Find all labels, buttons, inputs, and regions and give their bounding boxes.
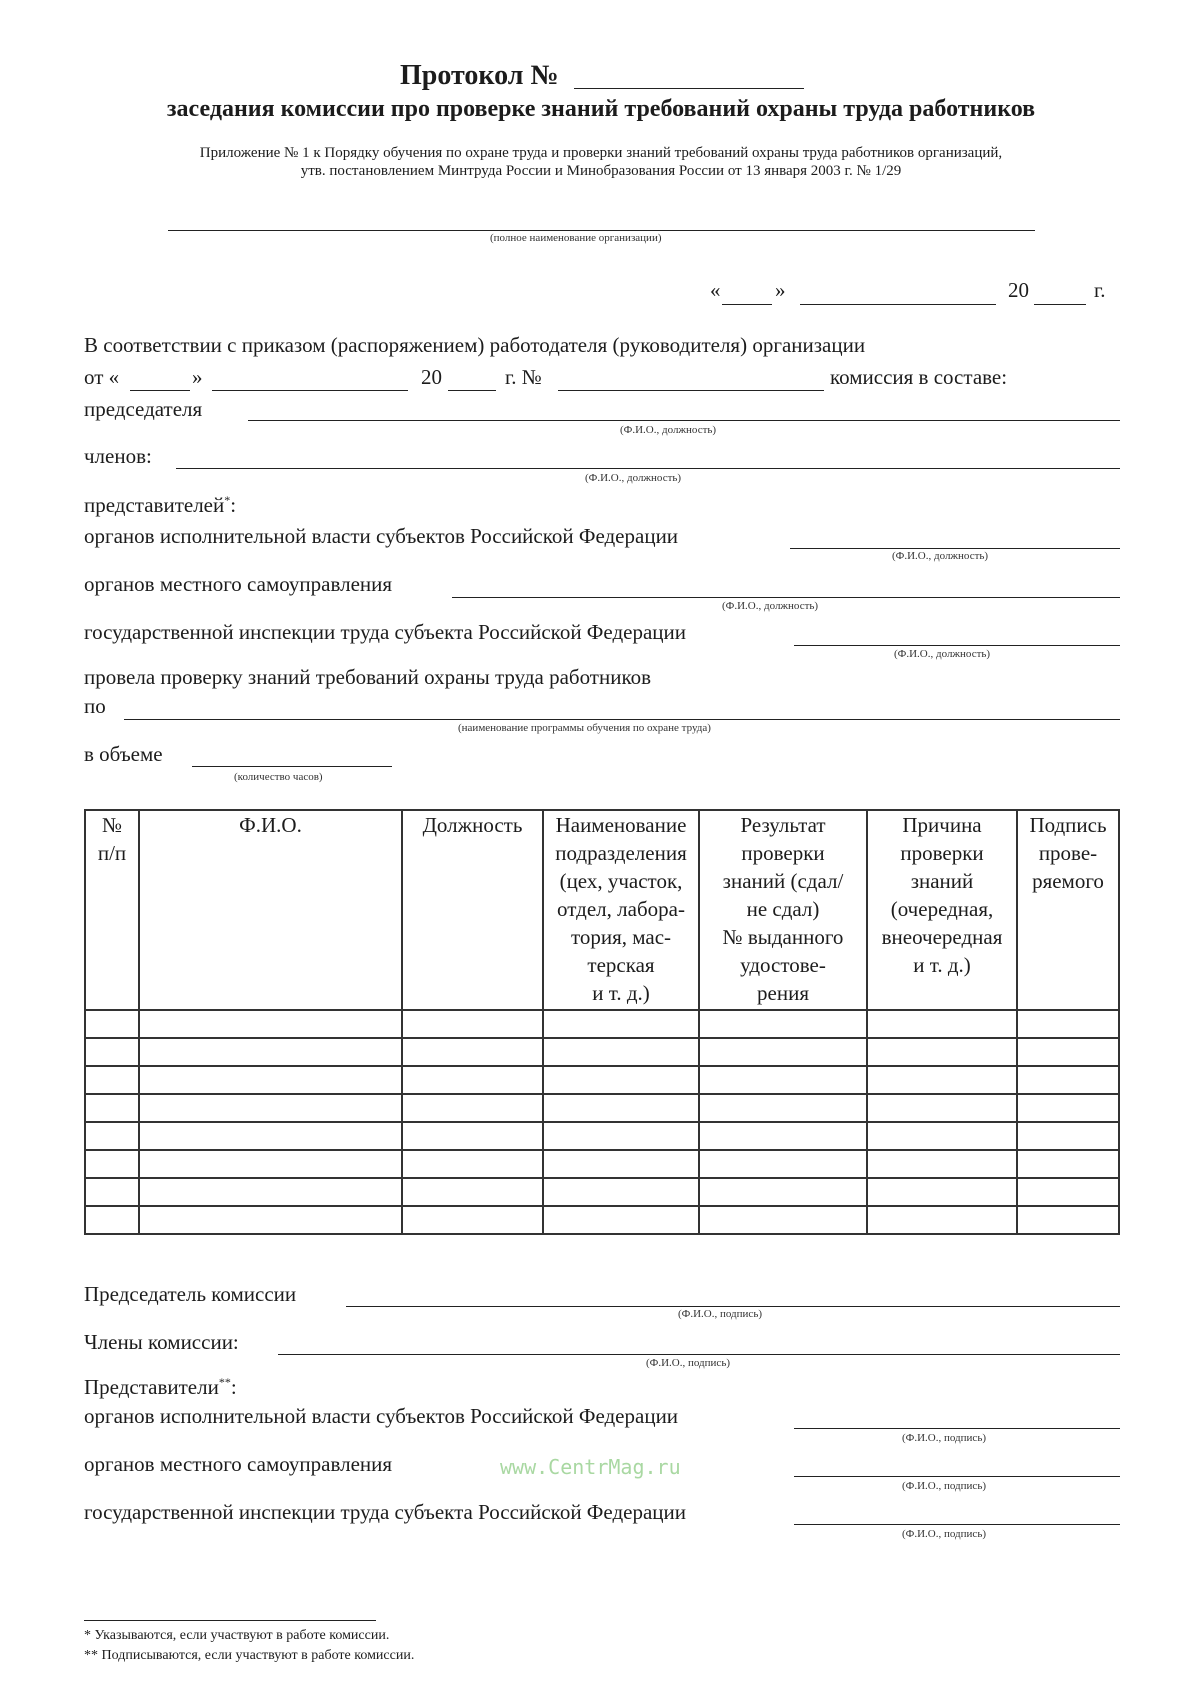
local-government-field[interactable]	[452, 575, 1120, 598]
table-cell[interactable]	[1017, 1122, 1119, 1150]
table-cell[interactable]	[402, 1010, 543, 1038]
table-cell[interactable]	[867, 1206, 1017, 1234]
representatives-text: представителей	[84, 493, 225, 517]
table-cell[interactable]	[699, 1038, 867, 1066]
protocol-title: Протокол №	[400, 60, 559, 91]
table-cell[interactable]	[85, 1178, 139, 1206]
table-cell[interactable]	[867, 1122, 1017, 1150]
table-cell[interactable]	[139, 1038, 402, 1066]
table-cell[interactable]	[543, 1038, 699, 1066]
exec-authority-label: органов исполнительной власти субъектов Российской Федерации	[84, 524, 679, 548]
table-cell[interactable]	[867, 1038, 1017, 1066]
labor-inspection-label: государственной инспекции труда субъекта Российской Федерации	[84, 620, 686, 644]
column-position-header: Должность	[402, 810, 543, 1010]
table-cell[interactable]	[543, 1010, 699, 1038]
table-cell[interactable]	[867, 1094, 1017, 1122]
signature-members-hint: (Ф.И.О., подпись)	[646, 1357, 730, 1369]
column-reason-header: Причина проверки знаний (очередная, внеочередная и т. д.)	[867, 810, 1017, 1010]
table-cell[interactable]	[139, 1178, 402, 1206]
table-cell[interactable]	[699, 1010, 867, 1038]
from-prefix: от «	[84, 365, 120, 389]
footnote-divider	[84, 1620, 376, 1621]
table-row	[85, 1010, 1119, 1038]
labor-inspection-field[interactable]	[794, 623, 1120, 646]
table-cell[interactable]	[699, 1150, 867, 1178]
order-day-field[interactable]	[130, 368, 190, 391]
signature-inspection-hint: (Ф.И.О., подпись)	[902, 1528, 986, 1540]
table-cell[interactable]	[402, 1122, 543, 1150]
exec-authority-hint: (Ф.И.О., должность)	[892, 550, 989, 562]
organization-hint: (полное наименование организации)	[490, 232, 662, 244]
table-cell[interactable]	[1017, 1066, 1119, 1094]
date-year-suffix: г.	[1094, 278, 1106, 302]
signature-exec-label: органов исполнительной власти субъектов Российской Федерации	[84, 1404, 679, 1428]
table-cell[interactable]	[1017, 1038, 1119, 1066]
table-cell[interactable]	[85, 1010, 139, 1038]
table-row	[85, 1038, 1119, 1066]
table-cell[interactable]	[85, 1150, 139, 1178]
date-year-prefix: 20	[1008, 278, 1029, 302]
table-row	[85, 1178, 1119, 1206]
table-cell[interactable]	[699, 1122, 867, 1150]
table-row	[85, 1122, 1119, 1150]
date-open-quote: «	[710, 278, 721, 302]
column-department-header: Наименование подразделения (цех, участок, отдел, лабора- тория, мас- терская и т. д.)	[543, 810, 699, 1010]
order-month-field[interactable]	[212, 368, 408, 391]
table-cell[interactable]	[1017, 1206, 1119, 1234]
table-cell[interactable]	[1017, 1178, 1119, 1206]
program-by-label: по	[84, 694, 106, 718]
local-government-label: органов местного самоуправления	[84, 572, 393, 596]
table-cell[interactable]	[139, 1010, 402, 1038]
table-cell[interactable]	[867, 1150, 1017, 1178]
table-cell[interactable]	[543, 1066, 699, 1094]
table-cell[interactable]	[139, 1150, 402, 1178]
signature-chair-hint: (Ф.И.О., подпись)	[678, 1308, 762, 1320]
members-hint: (Ф.И.О., должность)	[585, 472, 682, 484]
table-cell[interactable]	[139, 1122, 402, 1150]
table-cell[interactable]	[867, 1178, 1017, 1206]
signature-representatives-text: Представители	[84, 1375, 219, 1399]
table-row	[85, 1066, 1119, 1094]
table-cell[interactable]	[402, 1066, 543, 1094]
local-government-hint: (Ф.И.О., должность)	[722, 600, 819, 612]
signature-representatives-label	[84, 1375, 237, 1400]
table-cell[interactable]	[1017, 1094, 1119, 1122]
volume-hint: (количество часов)	[234, 771, 323, 783]
signature-exec-field[interactable]	[794, 1406, 1120, 1429]
column-number-header: № п/п	[85, 810, 139, 1010]
program-field[interactable]	[124, 697, 1120, 720]
order-year-field[interactable]	[448, 368, 496, 391]
signature-members-field[interactable]	[278, 1332, 1120, 1355]
table-cell[interactable]	[402, 1206, 543, 1234]
organization-field[interactable]	[168, 200, 1035, 231]
table-row	[85, 1206, 1119, 1234]
chair-field[interactable]	[248, 398, 1120, 421]
conducted-label: провела проверку знаний требований охраны труда работников	[84, 665, 652, 689]
representatives-label	[84, 493, 236, 518]
protocol-subtitle: заседания комиссии про проверке знаний требований охраны труда работников	[166, 96, 1036, 122]
table-cell[interactable]	[543, 1122, 699, 1150]
column-result-header: Результат проверки знаний (сдал/ не сдал) № выданного удостове- рения	[699, 810, 867, 1010]
representatives-footnote-mark: *	[224, 493, 231, 507]
signature-chair-field[interactable]	[346, 1284, 1120, 1307]
table-row	[85, 1150, 1119, 1178]
order-number-prefix: г. №	[505, 365, 542, 389]
footnote-1: * Указываются, если участвуют в работе комиссии.	[84, 1628, 390, 1643]
volume-label: в объеме	[84, 742, 163, 766]
table-cell[interactable]	[85, 1066, 139, 1094]
table-cell[interactable]	[699, 1178, 867, 1206]
table-cell[interactable]	[402, 1178, 543, 1206]
results-table	[84, 809, 1120, 1235]
table-cell[interactable]	[543, 1178, 699, 1206]
table-cell[interactable]	[139, 1066, 402, 1094]
table-body	[85, 1010, 1119, 1234]
order-number-field[interactable]	[558, 368, 824, 391]
date-close-quote: »	[775, 278, 786, 302]
table-cell[interactable]	[85, 1122, 139, 1150]
date-day-field[interactable]	[722, 280, 772, 305]
table-cell[interactable]	[1017, 1150, 1119, 1178]
table-cell[interactable]	[402, 1094, 543, 1122]
order-line: В соответствии с приказом (распоряжением) работодателя (руководителя) организации	[84, 333, 866, 357]
appendix-line-1: Приложение № 1 к Порядку обучения по охране труда и проверки знаний требований охраны труда работников организаций,	[199, 145, 1003, 161]
members-field[interactable]	[176, 446, 1120, 469]
signature-inspection-field[interactable]	[794, 1502, 1120, 1525]
table-row	[85, 1094, 1119, 1122]
table-cell[interactable]	[543, 1206, 699, 1234]
table-cell[interactable]	[543, 1094, 699, 1122]
exec-authority-field[interactable]	[790, 526, 1120, 549]
watermark: www.CentrMag.ru	[500, 1455, 681, 1479]
table-cell[interactable]	[402, 1038, 543, 1066]
table-cell[interactable]	[1017, 1010, 1119, 1038]
column-name-header: Ф.И.О.	[139, 810, 402, 1010]
from-close: »	[192, 365, 203, 389]
table-cell[interactable]	[85, 1206, 139, 1234]
signature-representatives-footnote-mark: **	[218, 1375, 231, 1389]
table-cell[interactable]	[699, 1206, 867, 1234]
signature-representatives-colon: :	[230, 1375, 237, 1399]
table-cell[interactable]	[699, 1066, 867, 1094]
signature-local-label: органов местного самоуправления	[84, 1452, 393, 1476]
commission-label: комиссия в составе:	[830, 365, 1008, 389]
representatives-colon: :	[230, 493, 237, 517]
table-cell[interactable]	[402, 1150, 543, 1178]
table-cell[interactable]	[85, 1038, 139, 1066]
date-month-field[interactable]	[800, 280, 996, 305]
date-year-field[interactable]	[1034, 280, 1086, 305]
signature-local-hint: (Ф.И.О., подпись)	[902, 1480, 986, 1492]
chair-hint: (Ф.И.О., должность)	[620, 424, 717, 436]
table-cell[interactable]	[543, 1150, 699, 1178]
table-cell[interactable]	[139, 1094, 402, 1122]
footnote-2: ** Подписываются, если участвуют в работе комиссии.	[84, 1648, 415, 1663]
signature-chair-label: Председатель комиссии	[84, 1282, 297, 1306]
table-cell[interactable]	[867, 1066, 1017, 1094]
signature-members-label: Члены комиссии:	[84, 1330, 239, 1354]
protocol-number-field[interactable]	[574, 64, 804, 89]
column-signature-header: Подпись прове- ряемого	[1017, 810, 1119, 1010]
signature-local-field[interactable]	[794, 1454, 1120, 1477]
table-cell[interactable]	[139, 1206, 402, 1234]
members-label: членов:	[84, 444, 152, 468]
volume-field[interactable]	[192, 744, 392, 767]
chair-label: председателя	[84, 397, 203, 421]
table-cell[interactable]	[699, 1094, 867, 1122]
signature-inspection-label: государственной инспекции труда субъекта Российской Федерации	[84, 1500, 686, 1524]
table-cell[interactable]	[867, 1010, 1017, 1038]
order-year-prefix: 20	[421, 365, 442, 389]
table-header-row	[85, 810, 1119, 1010]
program-hint: (наименование программы обучения по охране труда)	[458, 722, 711, 734]
labor-inspection-hint: (Ф.И.О., должность)	[894, 648, 991, 660]
signature-exec-hint: (Ф.И.О., подпись)	[902, 1432, 986, 1444]
table-cell[interactable]	[85, 1094, 139, 1122]
appendix-line-2: утв. постановлением Минтруда России и Минобразования России от 13 января 2003 г. № 1/29	[300, 163, 902, 179]
